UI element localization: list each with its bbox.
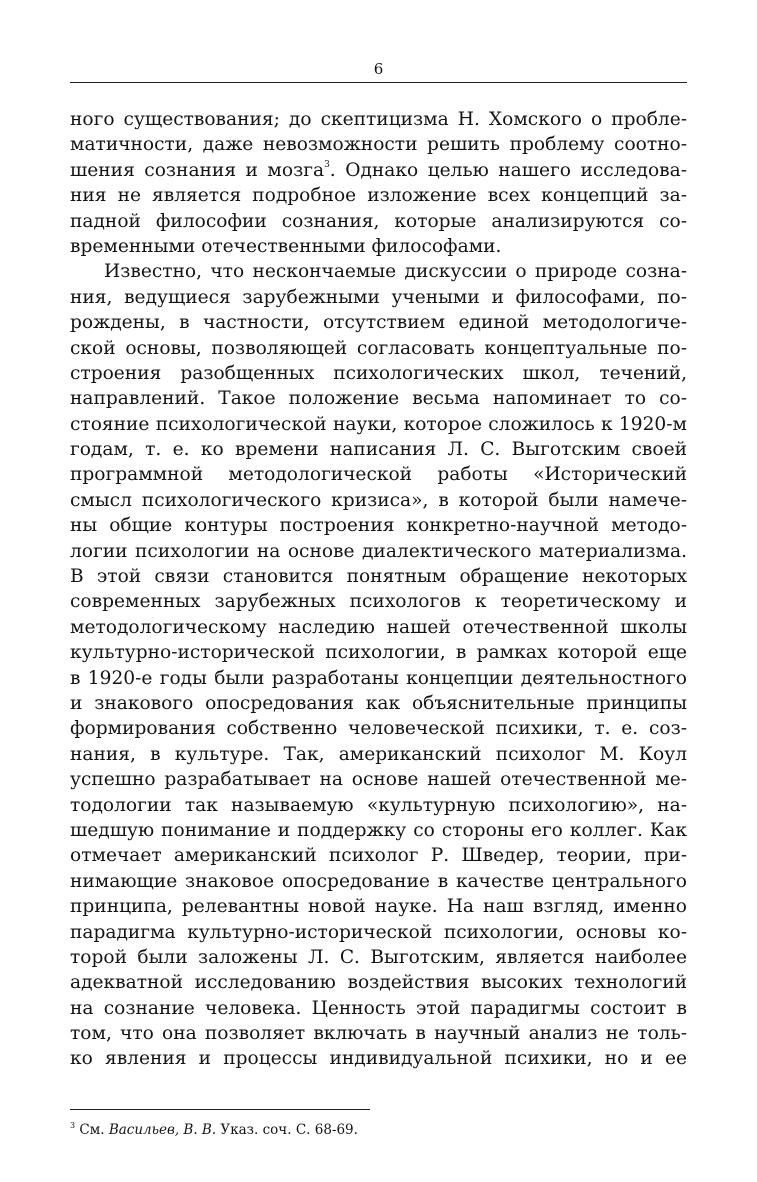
text-line xyxy=(70,158,687,183)
text-line: смысл психологического кризиса», в которой были намече- xyxy=(70,489,687,511)
text-line: ны общие контуры построения конкретно-научной методо- xyxy=(70,515,687,537)
text-line: рождены, в частности, отсутствием единой методологиче- xyxy=(70,312,687,334)
text-line: в 1920-е годы были разработаны концепции деятельностного xyxy=(70,667,687,689)
text-line: шедшую понимание и поддержку со стороны его коллег. Как xyxy=(70,819,687,841)
footnote-prefix: См. xyxy=(75,1122,109,1138)
text-line: адекватной исследованию воздействия высоких технологий xyxy=(70,972,687,994)
paragraph xyxy=(70,259,687,1072)
text-line: В этой связи становится понятным обращение некоторых xyxy=(70,566,687,588)
footnote xyxy=(70,1121,687,1139)
text-line: строения разобщенных психологических школ, течений, xyxy=(70,362,687,384)
text-line: отмечает американский психолог Р. Шведер, теории, при- xyxy=(70,845,687,867)
text-line: ния не является подробное изложение всех концепций за- xyxy=(70,185,687,207)
page-number: 6 xyxy=(373,60,384,78)
text-fragment: шения сознания и мозга xyxy=(70,159,325,181)
text-line: направлений. Такое положение весьма напоминает то со- xyxy=(70,388,687,410)
footnote-reference-text: Указ. соч. С. 68-69. xyxy=(216,1122,358,1138)
text-line: ного существования; до скептицизма Н. Хомского о пробле- xyxy=(70,109,687,130)
text-line: формирования собственно человеческой психики, т. е. соз- xyxy=(70,718,687,740)
footnote-author: Васильев, В. В. xyxy=(108,1122,217,1138)
text-line: успешно разрабатывает на основе нашей отечественной ме- xyxy=(70,769,687,791)
header-rule xyxy=(70,82,687,83)
text-line: временными отечественными философами. xyxy=(70,235,502,257)
footnote-marker: 3 xyxy=(70,1121,76,1130)
text-line: культурно-исторической психологии, в рамках которой еще xyxy=(70,642,687,664)
text-line: логии психологии на основе диалектического материализма. xyxy=(70,540,687,562)
footnote-reference[interactable]: 3 xyxy=(324,159,330,170)
text-line: годам, т. е. ко времени написания Л. С. Выготским своей xyxy=(70,439,687,461)
text-line: программной методологической работы «Исторический xyxy=(70,464,687,486)
paragraph xyxy=(70,107,687,259)
text-line: стояние психологической науки, которое сложилось к 1920-м xyxy=(70,413,687,435)
text-line: ской основы, позволяющей согласовать концептуальные по- xyxy=(70,337,687,359)
text-line: ко явления и процессы индивидуальной психики, но и ее xyxy=(70,1048,687,1070)
text-line: матичности, даже невозможности решить проблему соотно- xyxy=(70,134,687,156)
text-line: парадигма культурно-исторической психологии, основы ко- xyxy=(70,921,687,943)
text-line: ния, ведущиеся зарубежными учеными и философами, по- xyxy=(70,286,687,308)
text-line: принципа, релевантны новой науке. На наш взгляд, именно xyxy=(70,896,687,918)
text-line: нания, в культуре. Так, американский психолог М. Коул xyxy=(70,743,687,765)
footnote-rule xyxy=(70,1109,370,1110)
text-fragment: . Однако целью нашего исследова- xyxy=(329,159,687,181)
text-line: современных зарубежных психологов к теоретическому и xyxy=(70,591,687,613)
body-text xyxy=(70,107,687,1072)
text-line: падной философии сознания, которые анализируются со- xyxy=(70,210,687,232)
text-line: Известно, что нескончаемые дискуссии о природе созна- xyxy=(104,261,687,283)
text-line: торой были заложены Л. С. Выготским, является наиболее xyxy=(70,946,687,968)
text-line: и знакового опосредования как объяснительные принципы xyxy=(70,692,687,714)
text-line: нимающие знаковое опосредование в качестве центрального xyxy=(70,870,687,892)
text-line: тодологии так называемую «культурную психологию», на- xyxy=(70,794,687,816)
text-line: на сознание человека. Ценность этой парадигмы состоит в xyxy=(70,997,687,1019)
text-line: методологическому наследию нашей отечественной школы xyxy=(70,616,687,638)
text-line: том, что она позволяет включать в научный анализ не толь- xyxy=(70,1023,687,1045)
